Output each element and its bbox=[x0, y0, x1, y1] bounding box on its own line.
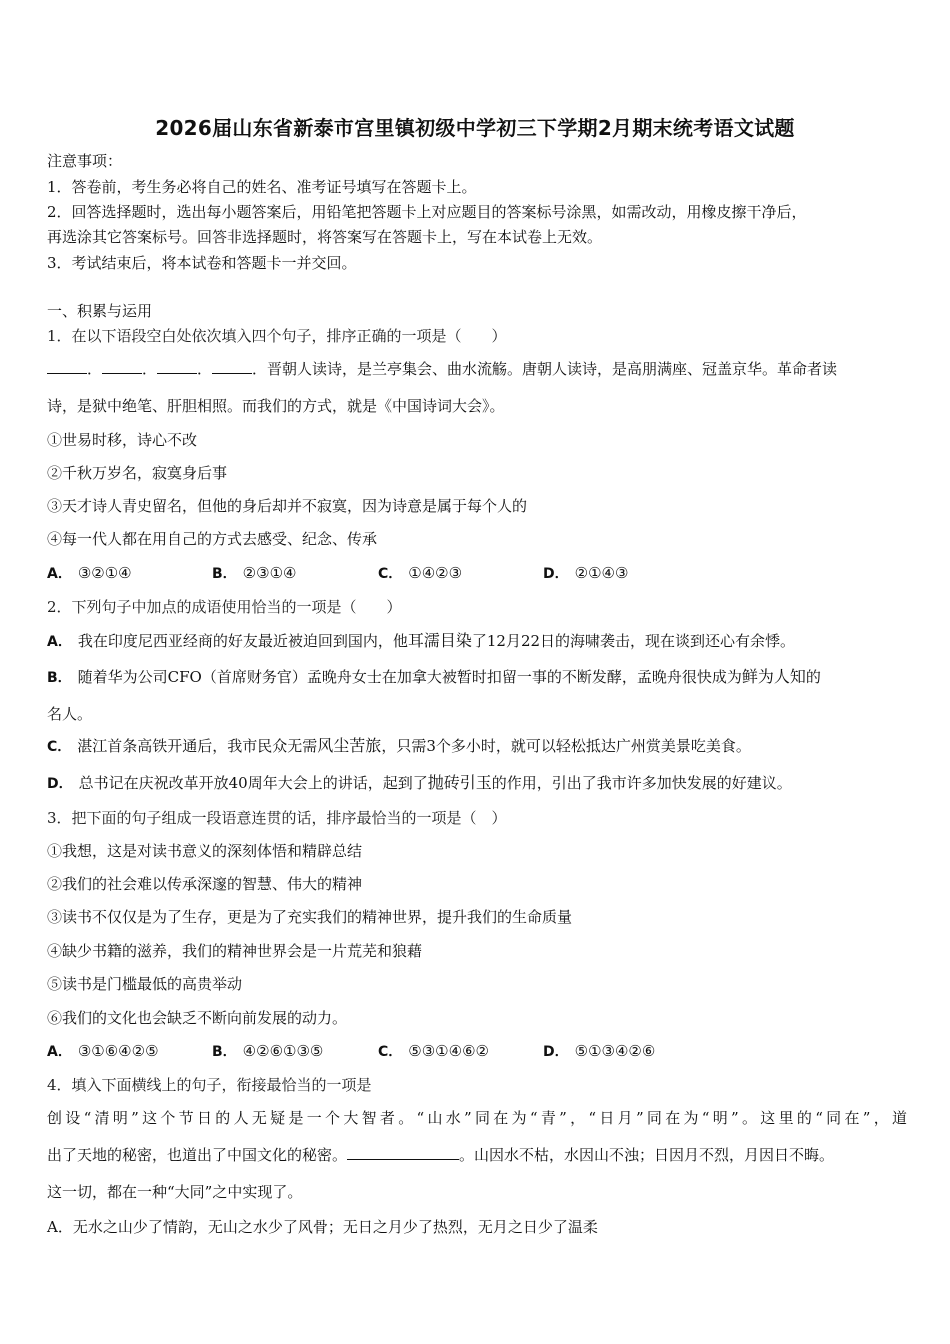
question-2-option-a[interactable]: A． 我在印度尼西亚经商的好友最近被迫回到国内，他耳濡目染了12月22日的海啸袭击，现在谈到还心有余悸。 bbox=[47, 631, 796, 650]
question-1-passage-line1: ． ． ． ．晋朝人读诗，是兰亭集会、曲水流觞。唐朝人读诗，是高朋满座、冠盖京华。革命者读 bbox=[47, 359, 837, 379]
question-1-item: ③天才诗人青史留名，但他的身后却并不寂寞，因为诗意是属于每个人的 bbox=[47, 497, 528, 515]
section-heading: 一、积累与运用 bbox=[47, 302, 153, 320]
question-3-item: ①我想，这是对读书意义的深刻体悟和精辟总结 bbox=[47, 842, 363, 860]
question-4-option-a[interactable]: A．无水之山少了情韵，无山之水少了风骨；无日之月少了热烈，无月之日少了温柔 bbox=[47, 1218, 598, 1236]
question-3-item: ⑥我们的文化也会缺乏不断向前发展的动力。 bbox=[47, 1009, 348, 1027]
note-item: 再选涂其它答案标号。回答非选择题时，将答案写在答题卡上，写在本试卷上无效。 bbox=[47, 228, 603, 246]
question-4-passage-line2: 出了天地的秘密，也道出了中国文化的秘密。 。山因水不枯，水因山不浊；日因月不烈，月因日不晦。 bbox=[47, 1146, 835, 1164]
question-3-option-c[interactable]: C． ⑤③①④⑥② bbox=[378, 1042, 489, 1060]
question-2-option-b[interactable]: B． 随着华为公司CFO（首席财务官）孟晚舟女士在加拿大被暂时扣留一事的不断发酵，孟晚舟很快成为鲜为人知的 bbox=[47, 667, 821, 686]
page-title: 2026届山东省新泰市宫里镇初级中学初三下学期2月期末统考语文试题 bbox=[155, 116, 795, 140]
question-4-stem: 4．填入下面横线上的句子，衔接最恰当的一项是 bbox=[47, 1076, 372, 1094]
note-item: 2．回答选择题时，选出每小题答案后，用铅笔把答题卡上对应题目的答案标号涂黑，如需改动，用橡皮擦干净后， bbox=[47, 203, 807, 221]
question-1-option-b[interactable]: B． ②③①④ bbox=[212, 564, 297, 582]
question-1-option-c[interactable]: C． ①④②③ bbox=[378, 564, 463, 582]
question-2-option-c[interactable]: C． 湛江首条高铁开通后，我市民众无需风尘苦旅，只需3个多小时，就可以轻松抵达广州赏美景吃美食。 bbox=[47, 736, 751, 755]
question-1-item: ①世易时移，诗心不改 bbox=[47, 431, 198, 449]
fill-blank[interactable] bbox=[47, 359, 87, 374]
question-3-item: ⑤读书是门槛最低的高贵举动 bbox=[47, 975, 243, 993]
question-3-option-b[interactable]: B． ④②⑥①③⑤ bbox=[212, 1042, 324, 1060]
question-3-option-d[interactable]: D． ⑤①③④②⑥ bbox=[543, 1042, 656, 1060]
question-1-option-d[interactable]: D． ②①④③ bbox=[543, 564, 629, 582]
question-1-item: ④每一代人都在用自己的方式去感受、纪念、传承 bbox=[47, 530, 378, 548]
question-2-option-d[interactable]: D． 总书记在庆祝改革开放40周年大会上的讲话，起到了抛砖引玉的作用，引出了我市许多加快发展的好建议。 bbox=[47, 773, 792, 792]
fill-blank[interactable] bbox=[347, 1145, 459, 1160]
question-3-stem: 3．把下面的句子组成一段语意连贯的话，排序最恰当的一项是（ ） bbox=[47, 809, 507, 827]
fill-blank[interactable] bbox=[102, 359, 142, 374]
question-2-stem: 2．下列句子中加点的成语使用恰当的一项是（ ） bbox=[47, 598, 402, 616]
notes-heading: 注意事项： bbox=[47, 152, 123, 170]
question-3-item: ③读书不仅仅是为了生存，更是为了充实我们的精神世界，提升我们的生命质量 bbox=[47, 908, 573, 926]
question-4-passage-line3: 这一切，都在一种“大同”之中实现了。 bbox=[47, 1183, 303, 1201]
fill-blank[interactable] bbox=[212, 359, 252, 374]
question-1-item: ②千秋万岁名，寂寞身后事 bbox=[47, 464, 228, 482]
note-item: 3．考试结束后，将本试卷和答题卡一并交回。 bbox=[47, 254, 357, 272]
question-2-option-b-cont: 名人。 bbox=[47, 705, 93, 723]
question-1-option-a[interactable]: A． ③②①④ bbox=[47, 564, 132, 582]
question-3-item: ②我们的社会难以传承深邃的智慧、伟大的精神 bbox=[47, 875, 363, 893]
question-3-item: ④缺少书籍的滋养，我们的精神世界会是一片荒芜和狼藉 bbox=[47, 942, 423, 960]
question-4-passage-line1: 创设“清明”这个节日的人无疑是一个大智者。“山水”同在为“青”，“日月”同在为“明”。这里的“同在”，道 bbox=[47, 1109, 907, 1127]
note-item: 1．答卷前，考生务必将自己的姓名、准考证号填写在答题卡上。 bbox=[47, 178, 477, 196]
question-1-stem: 1．在以下语段空白处依次填入四个句子，排序正确的一项是（ ） bbox=[47, 327, 507, 345]
fill-blank[interactable] bbox=[157, 359, 197, 374]
question-3-option-a[interactable]: A． ③①⑥④②⑤ bbox=[47, 1042, 159, 1060]
question-1-passage-line2: 诗，是狱中绝笔、肝胆相照。而我们的方式，就是《中国诗词大会》。 bbox=[47, 397, 505, 415]
